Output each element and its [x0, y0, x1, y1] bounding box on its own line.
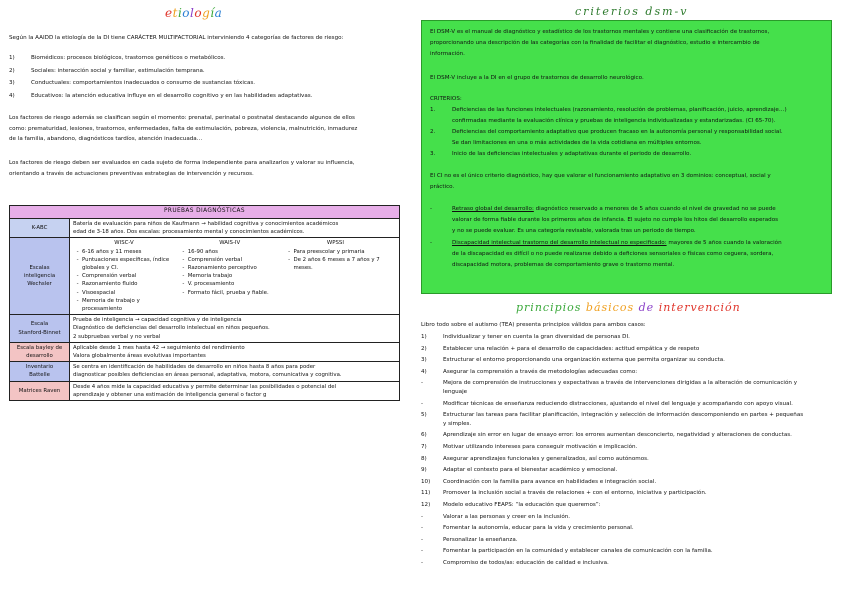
bullet-line: valorar de forma fiable durante los primeros años de infancia. El sujeto no cumple los hitos del desarrollo esperados: [452, 217, 779, 223]
risk-evaluation-paragraph: [9, 159, 355, 178]
list-item: 2) Establecer una relación + para el desarrollo de capacidades: actitud empática y de respeto: [421, 345, 700, 352]
paragraph-line: como: prematuridad, lesiones, trastornos, enfermedades, falta de estimulación, pobreza, violencia, malnutrición, inmadurez: [9, 125, 358, 132]
risk-factor-list: [9, 54, 312, 100]
row-content: Se centra en identificación de habilidades de desarrollo en niños hasta 8 años para poder diagnosticar posibles deficiencias en áreas personal, adaptativa, motora, comunicativa y cognitiva.: [70, 362, 400, 381]
wisc-column: WISC-V - 6-16 años y 11 meses - Puntuaciones específicas, índice globales y CI. - Comprensión verbal - Razonamiento fluido - Visoespacial - Memoria de trabajo y procesamiento: [72, 239, 176, 313]
bullet-item: - Discapacidad intelectual trastorno del desarrollo intelectual no especificado: mayores de 5 años cuando la valoración: [430, 240, 782, 246]
list-item: 3) Estructurar el entorno proporcionando una organización externa que permita organizar su conducta.: [421, 357, 725, 364]
paragraph-line: El DSM-V incluye a la DI en el grupo de trastornos de desarrollo neurológico.: [430, 75, 644, 81]
bullet-line: de la discapacidad es difícil o no puede realizarse debido a deficiones sensoriales o físicas como ceguera, sordera,: [452, 251, 774, 257]
risk-moment-paragraph: [9, 114, 357, 144]
principios-intro: Libro todo sobre el autismo (TEA) presenta principios válidos para ambos casos:: [421, 322, 646, 328]
paragraph-line: práctico.: [430, 184, 455, 190]
list-item: 4) Asegurar la comprensión a través de metodologías adecuadas como:: [421, 368, 638, 375]
list-item: 9) Adaptar el contexto para el bienestar académico y emocional.: [421, 467, 618, 474]
paragraph-line: Los factores de riesgo deben ser evaluados en cada sujeto de forma independiente para analizarlos y valorar su influencia,: [9, 160, 355, 166]
row-content: Prueba de inteligencia → capacidad cognitiva y de inteligencia Diagnóstico de deficiencias del desarrollo intelectual en niños pequeños. 2 subpruebas verbal y no verbal: [70, 315, 400, 343]
bullet-line: discapacidad motora, problemas de comportamiento grave o trastorno mental.: [452, 262, 675, 268]
list-item: 1) Individualizar y tener en cuenta la gran diversidad de personas DI.: [421, 334, 630, 340]
list-item: 7) Motivar utilizando intereses para conseguir motivación e implicación.: [421, 443, 638, 450]
list-item: - Fomentar la participación en la comunidad y establecer canales de comunicación con la familia.: [421, 548, 713, 555]
row-content: Aplicable desde 1 mes hasta 42 → seguimiento del rendimiento Valora globalmente áreas evolutivas importantes: [70, 342, 400, 361]
criterios-box: [421, 20, 832, 294]
row-label: K-ABC: [10, 219, 70, 238]
criteria-label: CRITERIOS:: [430, 96, 462, 102]
paragraph-line: información.: [430, 51, 465, 57]
paragraph-line: El CI no es el único criterio diagnóstico, hay que valorar el funcionamiento adaptativo en 3 dominios: conceptual, social y: [430, 173, 771, 179]
criterios-title: criterios dsm-v: [575, 5, 689, 18]
bullet-item: - Retraso global del desarrollo: diagnóstico reservado a menores de 5 años cuando el nivel de gravedad no se puede: [430, 206, 776, 212]
row-label: Escalas inteligencia Wechsler: [10, 238, 70, 315]
etiologia-intro: Según la AAIDD la etiología de la DI tiene CARÁCTER MULTIFACTORIAL interviniendo 4 categorías de factores de riesgo:: [9, 35, 344, 41]
paragraph-line: Los factores de riesgo además se clasifican según el momento: prenatal, perinatal o postnatal destacando algunos de ellos: [9, 115, 355, 121]
criterion-item: 2. Deficiencias del comportamiento adaptativo que producen fracaso en la autonomía personal y responsabilidad social.: [430, 129, 783, 135]
list-item: 10) Coordinación con la familia para avance en habilidades e integración social.: [421, 478, 657, 485]
table-row: [10, 342, 400, 361]
row-label: Escala bayley de desarrollo: [10, 342, 70, 361]
list-item: - Modificar técnicas de enseñanza reduciendo distracciones, ajustando el nivel del lenguaje y acompañando con apoyo visual.: [421, 400, 793, 407]
table-row: [10, 219, 400, 238]
paragraph-line: El DSM-V es el manual de diagnóstico y estadístico de los trastornos mentales y contiene una clasificación de trastornos,: [430, 29, 770, 35]
paragraph-line: de la familia, abandono, diagnósticos tardíos, atención inadecuada…: [9, 136, 203, 143]
table-row: [10, 362, 400, 381]
row-label: Matrices Raven: [10, 381, 70, 400]
list-item: - Personalizar la enseñanza.: [421, 536, 518, 543]
table-row: [10, 381, 400, 400]
table-row: [10, 238, 400, 315]
row-label: Escala Stanford-Binnet: [10, 315, 70, 343]
criterion-item: 3. Inicio de las deficiencias intelectuales y adaptativas durante el periodo de desarrollo.: [430, 151, 692, 157]
risk-factor-item: 2) Sociales: interacción social y familiar, estimulación temprana.: [9, 67, 205, 74]
row-content: [70, 238, 400, 315]
principios-title: principios básicos de intervención: [516, 301, 741, 314]
list-item: - Valorar a las personas y creer en la inclusión.: [421, 513, 571, 520]
risk-factor-item: 1) Biomédicos: procesos biológicos, trastornos genéticos o metabólicos.: [9, 55, 226, 61]
risk-factor-item: 3) Conductuales: comportamientos inadecuados o consumo de sustancias tóxicas.: [9, 80, 256, 87]
bullet-line: y no se puede evaluar. Es una categoría revisable, valorada tras un periodo de tiempo.: [452, 228, 696, 234]
paragraph-line: orientando a través de actuaciones preventivas estrategias de intervención y recursos.: [9, 170, 254, 177]
list-item: - Mejora de comprensión de instrucciones y expectativas a través de intervenciones dirigidas a la alteración de comunicación y: [421, 380, 798, 387]
list-item: 11) Promover la inclusión social a través de relaciones + con el entorno, iniciativa y participación.: [421, 490, 707, 497]
row-content: Desde 4 años mide la capacidad educativa y permite determinar las posibilidades o potencial del aprendizaje y obtener una estimación de inteligencia general o factor g: [70, 381, 400, 400]
criterion-line: confirmadas mediante la evaluación clínica y pruebas de inteligencia individualizadas y estandarizadas. (CI 65-70).: [452, 118, 776, 124]
criterion-item: 1. Deficiencias de las funciones intelectuales (razonamiento, resolución de problemas, planificación, juicio, aprendizaje…): [430, 107, 787, 113]
principios-list: [421, 333, 803, 567]
list-item: y simples.: [443, 420, 472, 427]
list-item: 12) Modelo educativo FEAPS: “la educación que queremos”:: [421, 501, 601, 508]
risk-factor-item: 4) Educativos: la atención educativa influye en el desarrollo cognitivo y en las habilidades adaptativas.: [9, 92, 313, 99]
list-item: 6) Aprendizaje sin error en lugar de ensayo error: los errores aumentan desconcierto, negatividad y alteraciones de conductas.: [421, 432, 792, 439]
list-item: 8) Asegurar aprendizajes funcionales y generalizados, así como autónomos.: [421, 455, 649, 462]
criterion-line: Se dan limitaciones en una o más actividades de la vida cotidiana en múltiples entornos.: [452, 140, 702, 146]
list-item: lenguaje: [443, 388, 468, 395]
list-item: - Fomentar la autonomía, educar para la vida y crecimiento personal.: [421, 525, 634, 532]
etiologia-title: etiología: [165, 6, 223, 20]
diagnostic-tests-table: [9, 205, 400, 401]
table-header: PRUEBAS DIAGNÓSTICAS: [10, 206, 400, 219]
row-content: Batería de evaluación para niños de Kaufmann → habilidad cognitiva y conocimientos académicos edad de 3-18 años. Dos escalas: procesamiento mental y conocimientos académicos.: [70, 219, 400, 238]
table-row: [10, 315, 400, 343]
list-item: - Compromiso de todos/as: educación de calidad e inclusiva.: [421, 559, 609, 566]
wais-column: WAIS-IV - 16-90 años - Comprensión verbal - Razonamiento perceptivo - Memoria trabajo - V. procesamiento - Formato fácil, prueba y fiable.: [178, 239, 282, 296]
row-label: Inventario Battelle: [10, 362, 70, 381]
paragraph-line: proporcionando una descripción de las categorías con la finalidad de facilitar el diagnóstico, estudio e intercambio de: [430, 40, 760, 46]
wpssi-column: WPSSI - Para preescolar y primaria - De 2 años 6 meses a 7 años y 7 meses.: [283, 239, 387, 272]
list-item: 5) Estructurar las tareas para facilitar planificación, integración y selección de información descomponiendo en partes + pequeñas: [421, 412, 804, 419]
